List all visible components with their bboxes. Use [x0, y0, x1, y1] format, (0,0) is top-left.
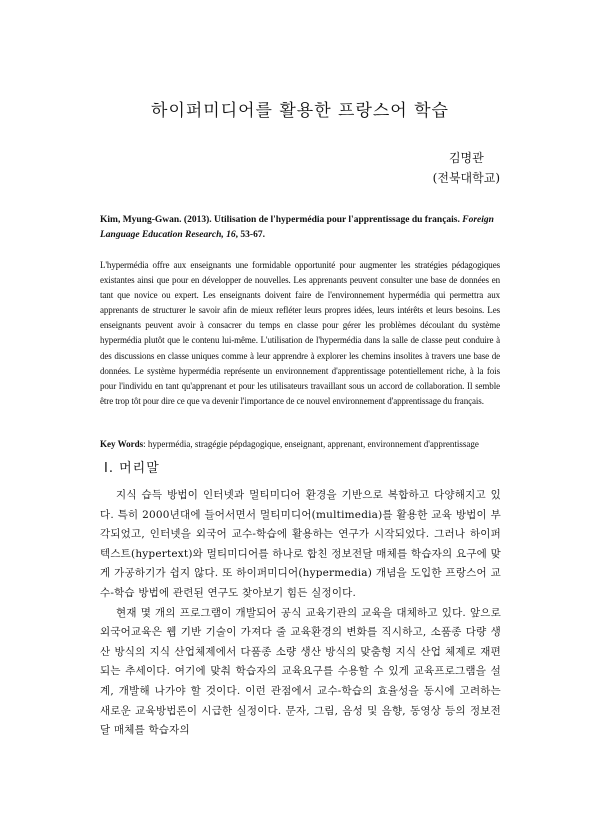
citation-journal: Foreign Language Education Research, 16 [100, 215, 494, 240]
section-body [100, 486, 501, 741]
keywords [100, 437, 500, 451]
author-block [433, 148, 500, 188]
citation [100, 213, 510, 243]
abstract: L'hypermédia offre aux enseignants une formidable opportunité pour augmenter les stratégies pédagogiques existantes ainsi que pour en développer de nouvelles. Les apprenants peuvent consulter une base de données en tant que novice ou expert. Les enseignants doivent faire de l'environnement hypermédia qui permettra aux apprenants de structurer le savoir afin de mieux refléter leurs propres idées, leurs intérêts et leurs besoins. Les enseignants peuvent avoir à consacrer du temps en classe pour gérer les problèmes découlant du système hypermédia plutôt que le contenu lui-même. L'utilisation de l'hypermédia dans la salle de classe peut conduire à des discussions en classe uniques comme à leur apprendre à explorer les chemins insolites à travers une base de données. Le système hypermédia représente un environnement d'apprentissage potentiellement riche, à la fois pour l'individu en tant qu'apprenant et pour les utilisateurs travaillant sous un accord de collaboration. Il semble être trop tôt pour dire ce que va devenir l'importance de ce nouvel environnement d'apprentissage du français. [100, 260, 500, 406]
citation-pages: , 53-67. [235, 230, 265, 240]
citation-authors: Kim, Myung-Gwan. (2013). Utilisation de l'hypermédia pour l'apprentissage du français. [100, 215, 460, 225]
body-paragraph: 현재 몇 개의 프로그램이 개발되어 공식 교육기관의 교육을 대체하고 있다. 앞으로 외국어교육은 웹 기반 기술이 가져다 줄 교육환경의 변화를 직시하고, 소품종 다량 생산 방식의 지식 산업체제에서 다품종 소량 생산 방식의 맞춤형 지식 산업 체제로 재편되는 추세이다. 여기에 맞춰 학습자의 교육요구를 수용할 수 있게 교육프로그램을 설계, 개발해 나가야 할 것이다. 이런 관점에서 교수-학습의 효율성을 동시에 고려하는 새로운 교육방법론이 시급한 실정이다. 문자, 그림, 음성 및 음향, 동영상 등의 정보전달 매체를 학습자의 [100, 606, 501, 737]
author-affiliation: (전북대학교) [432, 171, 500, 185]
keywords-label: Key Words [100, 439, 144, 449]
author-name: 김명관 [448, 151, 484, 165]
body-paragraph: 지식 습득 방법이 인터넷과 멀티미디어 환경을 기반으로 복합하고 다양해지고 있다. 특히 2000년대에 들어서면서 멀티미디어(multimedia)를 활용한 교육 방법이 부각되었고, 인터넷을 외국어 교수-학습에 활용하는 연구가 시작되었다. 그러나 하이퍼텍스트(hypertext)와 멀티미디어를 하나로 합친 정보전달 매체를 학습자의 요구에 맞게 가공하기가 쉽지 않다. 또 하이퍼미디어(hypermedia) 개념을 도입한 프랑스어 교수-학습 방법에 관련된 연구도 찾아보기 힘든 실정이다. [100, 489, 501, 599]
paper-title: 하이퍼미디어를 활용한 프랑스어 학습 [151, 101, 449, 121]
keywords-text: : hypermédia, stragégie pépdagogique, enseignant, apprenant, environnement d'apprentissage [143, 439, 479, 449]
section-heading: Ⅰ. 머리말 [104, 461, 160, 476]
